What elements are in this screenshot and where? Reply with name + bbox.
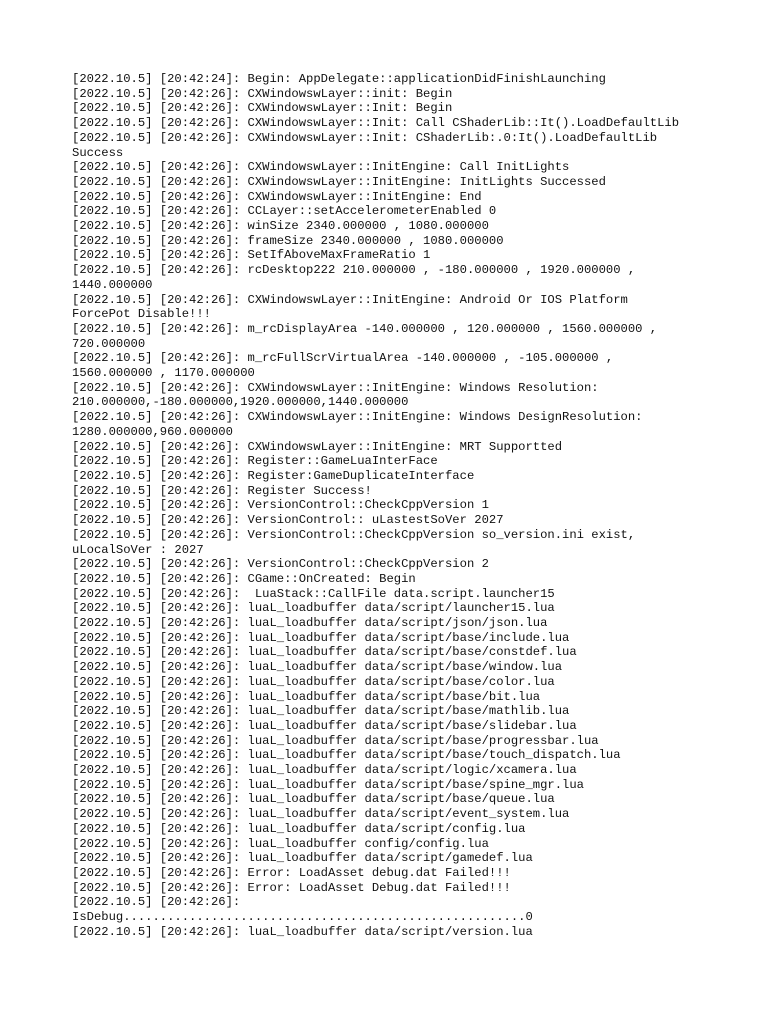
log-line: [2022.10.5] [20:42:24]: Begin: AppDelegate::applicationDidFinishLaunching bbox=[72, 72, 606, 86]
log-line: [2022.10.5] [20:42:26]: CXWindowswLayer::InitEngine: Android Or IOS Platform bbox=[72, 292, 628, 307]
log-line: Success bbox=[72, 145, 124, 160]
log-line: ForcePot Disable!!! bbox=[72, 307, 211, 322]
log-line: [2022.10.5] [20:42:26]: CXWindowswLayer::InitEngine: Windows Resolution: bbox=[72, 380, 599, 395]
log-line: [2022.10.5] [20:42:26]: luaL_loadbuffer data/script/base/touch_dispatch.lua bbox=[72, 748, 621, 763]
log-line: [2022.10.5] [20:42:26]: luaL_loadbuffer data/script/json/json.lua bbox=[72, 616, 548, 631]
log-line: [2022.10.5] [20:42:26]: VersionControl:: uLastestSoVer 2027 bbox=[72, 513, 504, 528]
log-line: [2022.10.5] [20:42:26]: CXWindowswLayer::InitEngine: End bbox=[72, 189, 482, 204]
log-line: [2022.10.5] [20:42:26]: CGame::OnCreated: Begin bbox=[72, 571, 416, 586]
log-line: [2022.10.5] [20:42:26]: luaL_loadbuffer config/config.lua bbox=[72, 836, 489, 851]
log-line: [2022.10.5] [20:42:26]: VersionControl::CheckCppVersion 2 bbox=[72, 557, 489, 572]
log-line: [2022.10.5] [20:42:26]: luaL_loadbuffer data/script/base/bit.lua bbox=[72, 689, 541, 704]
log-line: [2022.10.5] [20:42:26]: luaL_loadbuffer data/script/base/progressbar.lua bbox=[72, 733, 599, 748]
log-line: [2022.10.5] [20:42:26]: m_rcDisplayArea -140.000000 , 120.000000 , 1560.000000 , bbox=[72, 321, 658, 336]
log-line: IsDebug.......................................................0 bbox=[72, 910, 533, 925]
log-line: [2022.10.5] [20:42:26]: luaL_loadbuffer data/script/base/spine_mgr.lua bbox=[72, 777, 584, 792]
log-line: [2022.10.5] [20:42:26]: winSize 2340.000000 , 1080.000000 bbox=[72, 219, 489, 234]
log-line: [2022.10.5] [20:42:26]: Register:GameDuplicateInterface bbox=[72, 468, 475, 483]
log-line: [2022.10.5] [20:42:26]: frameSize 2340.000000 , 1080.000000 bbox=[72, 233, 504, 248]
log-line: [2022.10.5] [20:42:26]: CXWindowswLayer::Init: CShaderLib:.0:It().LoadDefaultLib bbox=[72, 130, 658, 145]
log-line: [2022.10.5] [20:42:26]: luaL_loadbuffer data/script/version.lua bbox=[72, 924, 533, 939]
log-line: [2022.10.5] [20:42:26]: CXWindowswLayer::InitEngine: InitLights Successed bbox=[72, 174, 606, 189]
log-line: [2022.10.5] [20:42:26]: CXWindowswLayer::Init: Begin bbox=[72, 101, 453, 116]
log-line: 210.000000,-180.000000,1920.000000,1440.000000 bbox=[72, 395, 409, 410]
log-line: 1280.000000,960.000000 bbox=[72, 424, 233, 439]
log-line: [2022.10.5] [20:42:26]: luaL_loadbuffer data/script/logic/xcamera.lua bbox=[72, 763, 577, 778]
log-line: 1440.000000 bbox=[72, 277, 153, 292]
log-line: [2022.10.5] [20:42:26]: VersionControl::CheckCppVersion so_version.ini exist, bbox=[72, 527, 636, 542]
log-line: uLocalSoVer : 2027 bbox=[72, 542, 204, 557]
log-line: [2022.10.5] [20:42:26]: CXWindowswLayer::InitEngine: Windows DesignResolution: bbox=[72, 410, 643, 425]
log-line: [2022.10.5] [20:42:26]: CXWindowswLayer::Init: Call CShaderLib::It().LoadDefaultLib bbox=[72, 116, 680, 131]
log-line: [2022.10.5] [20:42:26]: luaL_loadbuffer data/script/base/include.lua bbox=[72, 630, 570, 645]
log-line: 1560.000000 , 1170.000000 bbox=[72, 366, 255, 381]
log-line: [2022.10.5] [20:42:26]: CXWindowswLayer::init: Begin bbox=[72, 86, 453, 101]
log-line: [2022.10.5] [20:42:26]: luaL_loadbuffer data/script/base/window.lua bbox=[72, 660, 563, 675]
log-line: [2022.10.5] [20:42:26]: luaL_loadbuffer data/script/base/mathlib.lua bbox=[72, 704, 570, 719]
log-line: [2022.10.5] [20:42:26]: luaL_loadbuffer data/script/gamedef.lua bbox=[72, 851, 533, 866]
log-line: [2022.10.5] [20:42:26]: bbox=[72, 895, 241, 910]
log-line: [2022.10.5] [20:42:26]: Error: LoadAsset Debug.dat Failed!!! bbox=[72, 880, 511, 895]
log-line: [2022.10.5] [20:42:26]: Register Success! bbox=[72, 483, 372, 498]
log-line: [2022.10.5] [20:42:26]: luaL_loadbuffer data/script/launcher15.lua bbox=[72, 601, 555, 616]
log-line: [2022.10.5] [20:42:26]: Error: LoadAsset debug.dat Failed!!! bbox=[72, 865, 511, 880]
log-line: [2022.10.5] [20:42:26]: CCLayer::setAccelerometerEnabled 0 bbox=[72, 204, 497, 219]
log-line: [2022.10.5] [20:42:26]: SetIfAboveMaxFrameRatio 1 bbox=[72, 248, 431, 263]
log-line: [2022.10.5] [20:42:26]: rcDesktop222 210.000000 , -180.000000 , 1920.000000 , bbox=[72, 263, 636, 278]
log-line: [2022.10.5] [20:42:26]: luaL_loadbuffer data/script/base/color.lua bbox=[72, 674, 555, 689]
log-line: [2022.10.5] [20:42:26]: VersionControl::CheckCppVersion 1 bbox=[72, 498, 489, 513]
log-line: [2022.10.5] [20:42:26]: luaL_loadbuffer data/script/base/constdef.lua bbox=[72, 645, 577, 660]
log-line: [2022.10.5] [20:42:26]: CXWindowswLayer::InitEngine: MRT Supportted bbox=[72, 439, 563, 454]
log-line: [2022.10.5] [20:42:26]: Register::GameLuaInterFace bbox=[72, 454, 438, 469]
log-line: [2022.10.5] [20:42:26]: luaL_loadbuffer data/script/config.lua bbox=[72, 821, 526, 836]
log-line: 720.000000 bbox=[72, 336, 146, 351]
log-line: [2022.10.5] [20:42:26]: luaL_loadbuffer data/script/event_system.lua bbox=[72, 807, 570, 822]
log-line: [2022.10.5] [20:42:26]: luaL_loadbuffer data/script/base/slidebar.lua bbox=[72, 718, 577, 733]
log-line: [2022.10.5] [20:42:26]: CXWindowswLayer::InitEngine: Call InitLights bbox=[72, 160, 570, 175]
log-line: [2022.10.5] [20:42:26]: LuaStack::CallFile data.script.launcher15 bbox=[72, 586, 555, 601]
log-line: [2022.10.5] [20:42:26]: m_rcFullScrVirtualArea -140.000000 , -105.000000 , bbox=[72, 351, 614, 366]
log-document bbox=[72, 72, 712, 939]
log-line: [2022.10.5] [20:42:26]: luaL_loadbuffer data/script/base/queue.lua bbox=[72, 792, 555, 807]
